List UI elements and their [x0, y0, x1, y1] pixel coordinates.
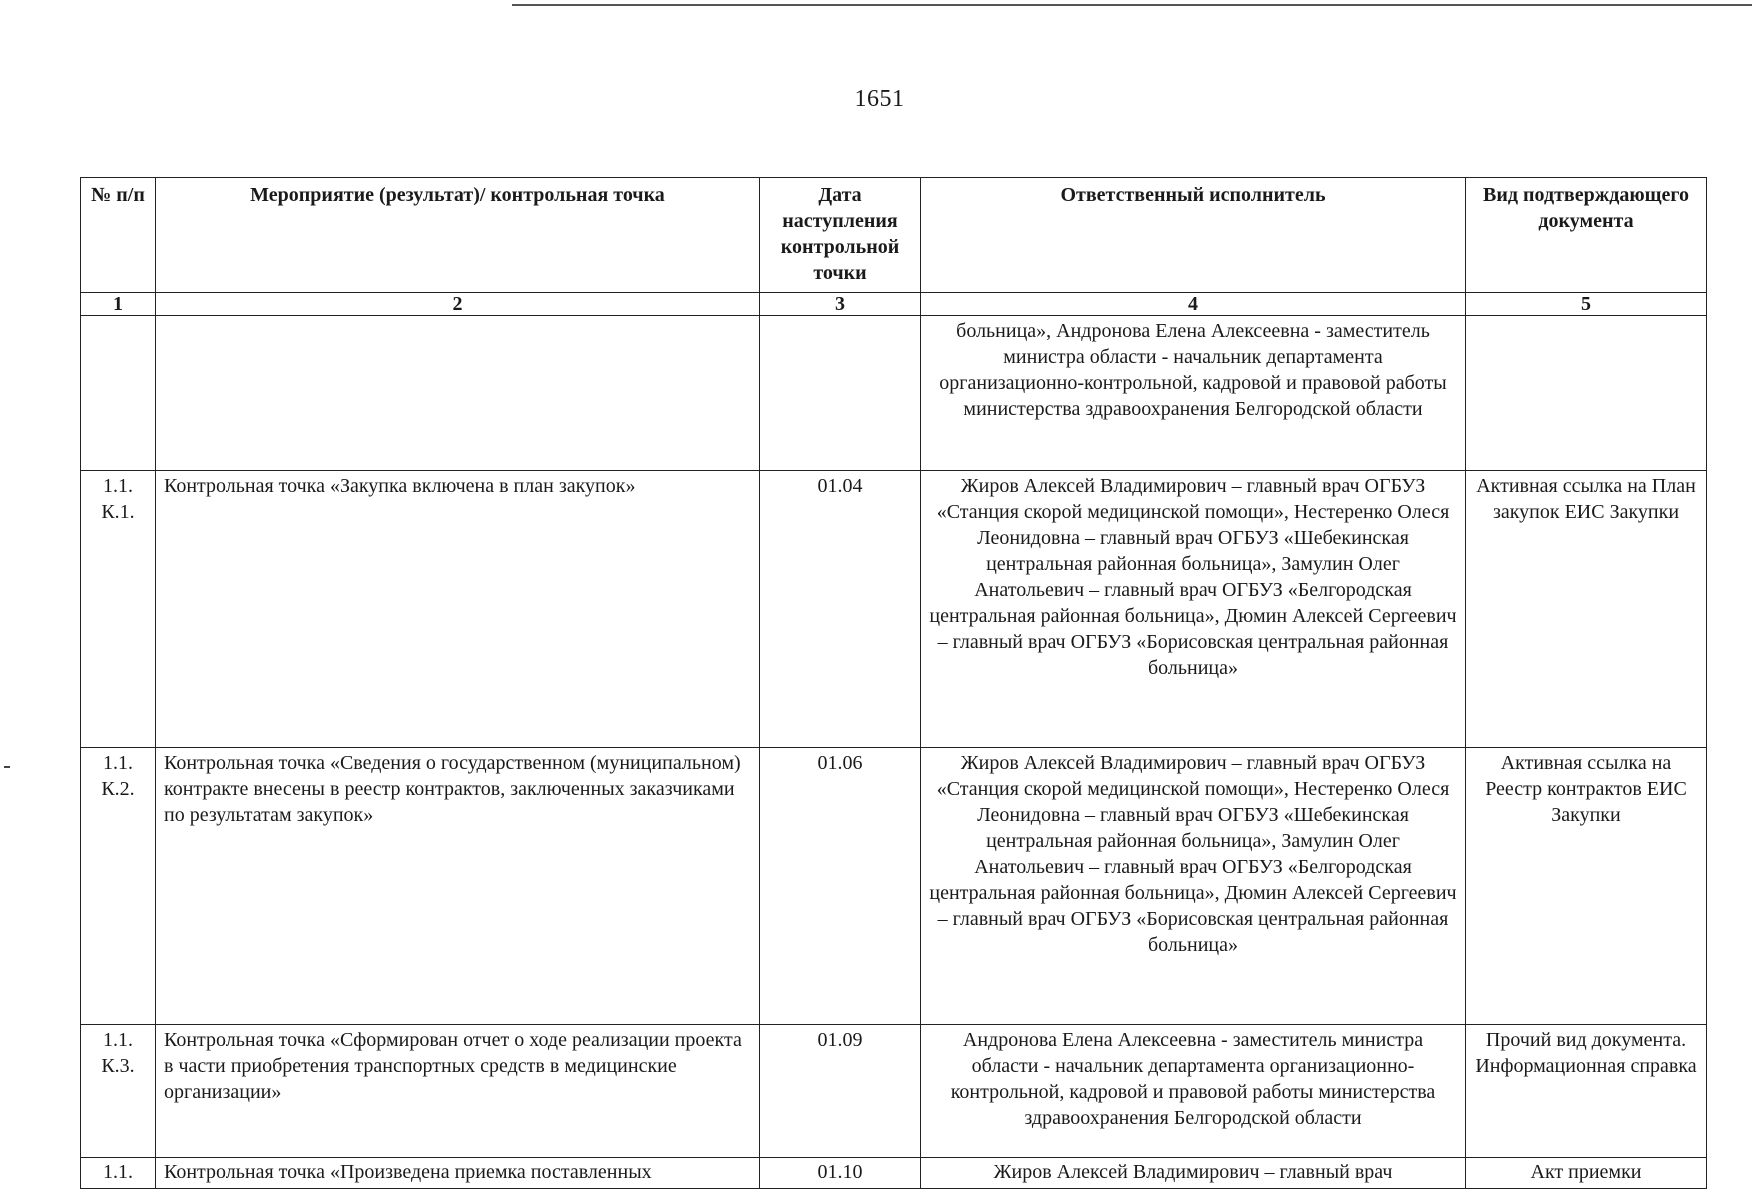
row-event: Контрольная точка «Закупка включена в план закупок»: [156, 471, 760, 748]
margin-mark: [4, 766, 10, 768]
row-number: 1.1. К.3.: [81, 1025, 156, 1158]
row-document: [1466, 316, 1707, 471]
header-document: Вид подтверждающего документа: [1466, 178, 1707, 293]
row-number: 1.1. К.2.: [81, 748, 156, 1025]
column-number: 5: [1466, 293, 1707, 316]
row-date: [760, 316, 921, 471]
row-event: Контрольная точка «Сформирован отчет о ходе реализации проекта в части приобретения транспортных средств в медицинские организации»: [156, 1025, 760, 1158]
column-number: 2: [156, 293, 760, 316]
header-responsible: Ответственный исполнитель: [921, 178, 1466, 293]
row-document: Активная ссылка на Реестр контрактов ЕИС Закупки: [1466, 748, 1707, 1025]
header-event: Мероприятие (результат)/ контрольная точка: [156, 178, 760, 293]
row-responsible: Жиров Алексей Владимирович – главный врач ОГБУЗ «Станция скорой медицинской помощи», Нестеренко Олеся Леонидовна – главный врач ОГБУЗ «Шебекинская центральная районная больница», Замулин Олег Анатольевич – главный врач ОГБУЗ «Белгородская центральная районная больница», Дюмин Алексей Сергеевич – главный врач ОГБУЗ «Борисовская центральная районная больница»: [921, 748, 1466, 1025]
column-number: 1: [81, 293, 156, 316]
table-row: [81, 1158, 1707, 1189]
row-document: Прочий вид документа. Информационная справка: [1466, 1025, 1707, 1158]
header-date: Дата наступления контрольной точки: [760, 178, 921, 293]
table-row: [81, 316, 1707, 471]
table-row: [81, 748, 1707, 1025]
top-rule: [512, 4, 1752, 6]
row-number: 1.1. К.1.: [81, 471, 156, 748]
row-number: [81, 316, 156, 471]
row-date: 01.06: [760, 748, 921, 1025]
row-responsible: Андронова Елена Алексеевна - заместитель министра области - начальник департамента организационно-контрольной, кадровой и правовой работы министерства здравоохранения Белгородской области: [921, 1025, 1466, 1158]
plan-table: [80, 177, 1707, 1189]
table-row: [81, 1025, 1707, 1158]
row-responsible: больница», Андронова Елена Алексеевна - заместитель министра области - начальник департамента организационно-контрольной, кадровой и правовой работы министерства здравоохранения Белгородской области: [921, 316, 1466, 471]
column-number-row: [81, 293, 1707, 316]
row-responsible: Жиров Алексей Владимирович – главный врач ОГБУЗ «Станция скорой медицинской помощи», Нестеренко Олеся Леонидовна – главный врач ОГБУЗ «Шебекинская центральная районная больница», Замулин Олег Анатольевич – главный врач ОГБУЗ «Белгородская центральная районная больница», Дюмин Алексей Сергеевич – главный врач ОГБУЗ «Борисовская центральная районная больница»: [921, 471, 1466, 748]
column-number: 4: [921, 293, 1466, 316]
row-event: Контрольная точка «Произведена приемка поставленных: [156, 1158, 760, 1189]
table-row: [81, 471, 1707, 748]
row-date: 01.09: [760, 1025, 921, 1158]
row-document: Акт приемки: [1466, 1158, 1707, 1189]
row-event: [156, 316, 760, 471]
row-document: Активная ссылка на План закупок ЕИС Закупки: [1466, 471, 1707, 748]
row-date: 01.10: [760, 1158, 921, 1189]
row-responsible: Жиров Алексей Владимирович – главный врач: [921, 1158, 1466, 1189]
row-number: 1.1.: [81, 1158, 156, 1189]
header-num: № п/п: [81, 178, 156, 293]
header-row: [81, 178, 1707, 293]
row-event: Контрольная точка «Сведения о государственном (муниципальном) контракте внесены в реестр контрактов, заключенных заказчиками по результатам закупок»: [156, 748, 760, 1025]
column-number: 3: [760, 293, 921, 316]
row-date: 01.04: [760, 471, 921, 748]
page-number: 1651: [854, 86, 905, 112]
